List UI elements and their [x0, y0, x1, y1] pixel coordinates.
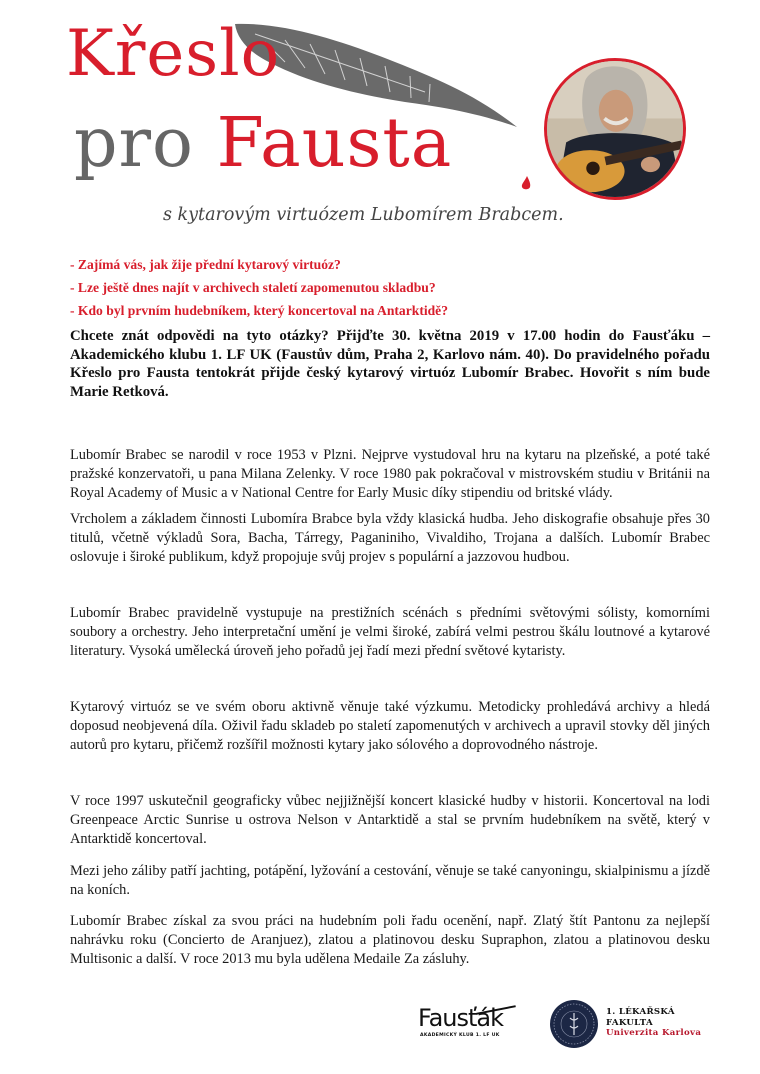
- body-paragraph: V roce 1997 uskutečnil geograficky vůbec nejjižnější koncert klasické hudby v historii. Koncertoval na lodi Greenpeace Arctic Sunrise u ostrova Nelson v Antarktidě a stal se prvním hudebníkem na světě, který v Antarktidě koncertoval.: [70, 793, 710, 847]
- faculty-logo-text: [606, 1007, 701, 1039]
- body-paragraph: Lubomír Brabec se narodil v roce 1953 v Plzni. Nejprve vystudoval hru na kytaru na plzeňské, a poté také pražské konzervatoři, u pana Milana Zelenky. V roce 1980 pak pokračoval v mistrovském studiu v Británii na Royal Academy of Music a v National Centre for Early Music díky stipendiu od britské vlády.: [70, 447, 710, 501]
- faustak-logo: [418, 1005, 518, 1045]
- body-paragraph: Mezi jeho záliby patří jachting, potápění, lyžování a cestování, věnuje se také canyoningu, skialpinismu a jízdě na koních.: [70, 863, 710, 898]
- subtitle: s kytarovým virtuózem Lubomírem Brabcem.: [163, 205, 564, 225]
- body-paragraph: Vrcholem a základem činnosti Lubomíra Brabce byla vždy klasická hudba. Jeho diskografie obsahuje přes 30 titulů, včetně výkladů Sora, Bacha, Tárregy, Paganiniho, Vivaldiho, Trojana a dalších. Lubomír Brabec oslovuje i široké publikum, když propojuje svůj projev s populární a jazzovou hudbou.: [70, 511, 710, 565]
- faustak-logo-subtitle: AKADEMICKÝ KLUB 1. LF UK: [420, 1033, 500, 1038]
- body-paragraph: Lubomír Brabec pravidelně vystupuje na prestižních scénách s předními světovými sólisty, komorními soubory a orchestry. Jeho interpretační umění je velmi široké, zabírá velmi pestrou škálu loutnové a kytarové literatury. Vysoká umělecká úroveň jeho pořadů jej řadí mezi přední světové kytaristy.: [70, 605, 710, 659]
- faculty-line-2: FAKULTA: [606, 1017, 653, 1028]
- question-item: - Zajímá vás, jak žije přední kytarový virtuóz?: [70, 257, 341, 272]
- guitarist-portrait-photo: [544, 58, 686, 200]
- body-paragraph: Lubomír Brabec získal za svou práci na hudebním poli řadu ocenění, např. Zlatý štít Pantonu za nejlepší nahrávku roku (Concierto de Aranjuez), zlatou a platinovou desku Supraphon, zlatou a platinovou desku Multisonic a další. V roce 2013 mu byla udělena Medaile Za zásluhy.: [70, 913, 710, 967]
- faculty-line-1: 1. LÉKAŘSKÁ: [606, 1007, 675, 1017]
- question-item: - Kdo byl prvním hudebníkem, který koncertoval na Antarktidě?: [70, 303, 449, 318]
- question-item: - Lze ještě dnes najít v archivech staletí zapomenutou skladbu?: [70, 280, 436, 295]
- faculty-seal-icon: [550, 1000, 598, 1048]
- ink-drop-icon: [521, 176, 532, 190]
- poster-header: [0, 0, 760, 240]
- title-pro: pro: [74, 104, 194, 183]
- title-pro-fausta: [74, 104, 453, 183]
- question-list: [70, 253, 448, 322]
- title-fausta: Fausta: [216, 104, 453, 183]
- intro-paragraph: Chcete znát odpovědi na tyto otázky? Přijďte 30. května 2019 v 17.00 hodin do Fausťáku – Akademického klubu 1. LF UK (Faustův dům, Praha 2, Karlovo nám. 40). Do pravidelného pořadu Křeslo pro Fausta tentokrát přijde český kytarový virtuóz Lubomír Brabec. Hovořit s ním bude Marie Retková.: [70, 328, 710, 400]
- portrait-illustration: [547, 61, 683, 197]
- university-name: Univerzita Karlova: [606, 1028, 702, 1038]
- faustak-logo-word: Fausťák: [418, 1004, 504, 1032]
- body-paragraph: Kytarový virtuóz se ve svém oboru aktivně věnuje také výzkumu. Metodicky prohledává archivy a hledá doposud neobjevená díla. Oživil řadu skladeb po staletí zapomenutých v archivech a upravil stovky děl jiných autorů pro kytaru, přičemž rozšířil možnosti kytary jako sólového a doprovodného nástroje.: [70, 699, 710, 753]
- title-kreslo: Křeslo: [66, 17, 281, 91]
